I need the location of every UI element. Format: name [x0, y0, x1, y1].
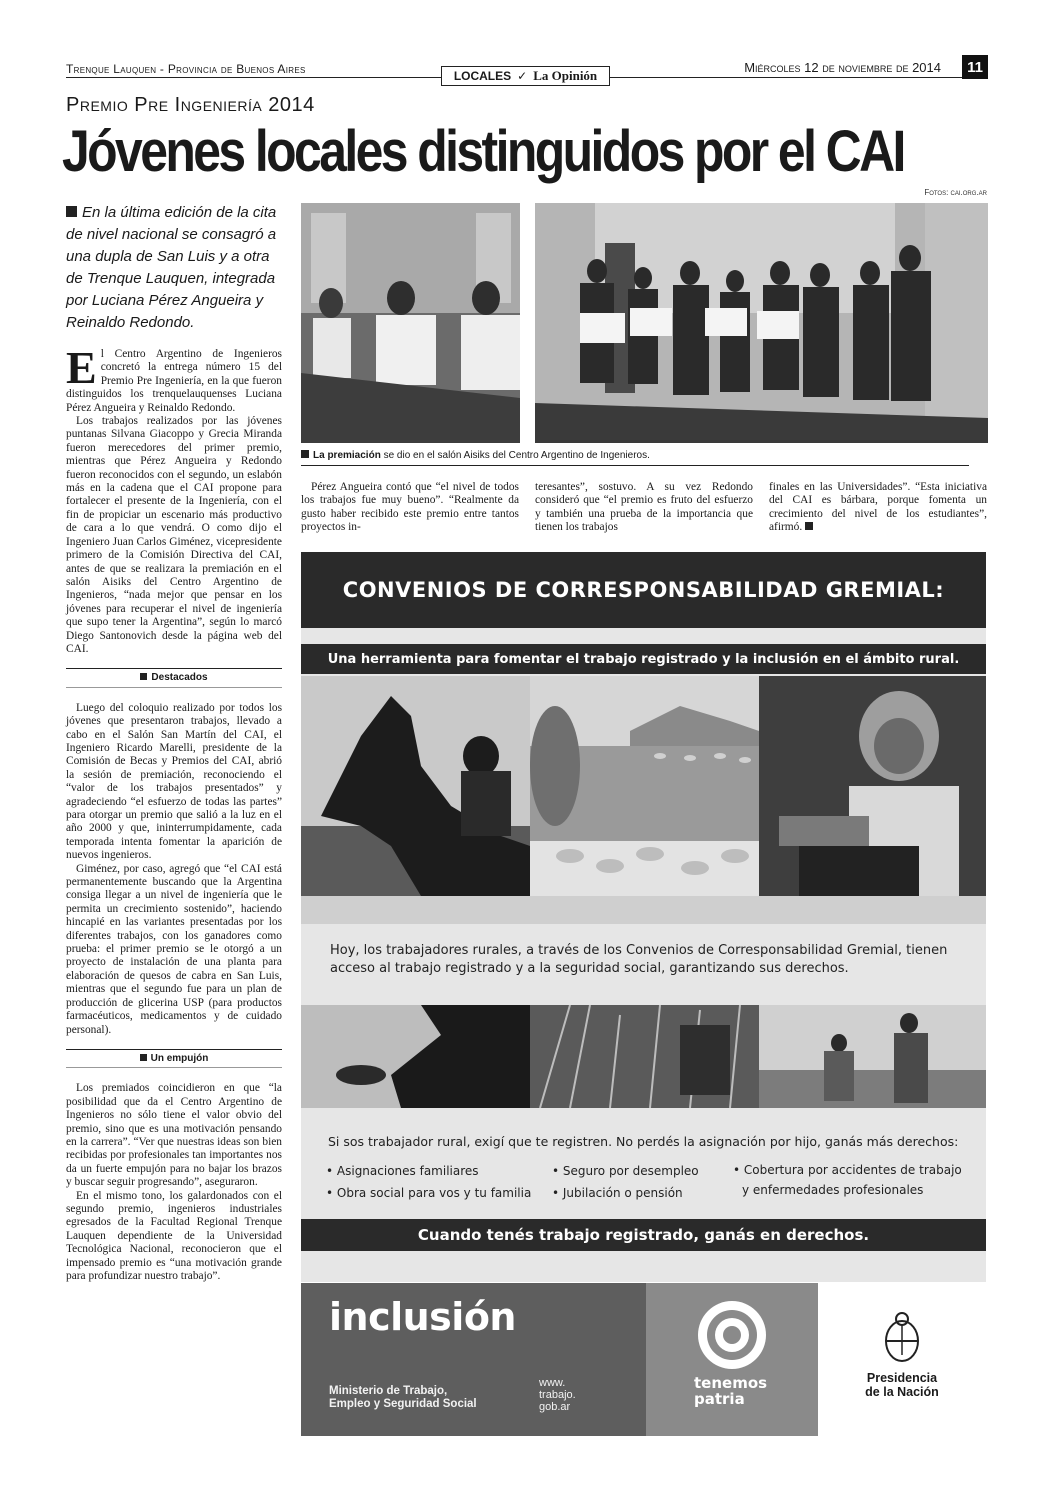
ad-photo-horse	[301, 676, 530, 896]
photo-students-image	[301, 203, 520, 443]
section-name: LOCALES	[453, 69, 512, 83]
bullet-item: • Jubilación o pensión	[552, 1186, 683, 1200]
lead-text: En la última edición de la cita de nivel nacional se consagró a una dupla de San Luis y a otra de Trenque Lauquen, integrada por Luciana Pérez Angueira y Reinaldo Redondo.	[66, 204, 277, 331]
ad-photo-cane	[530, 1005, 759, 1108]
ministry-name	[329, 1385, 477, 1411]
presidencia-block	[818, 1283, 986, 1436]
photo-caption	[301, 450, 969, 461]
photo-award-ceremony	[535, 203, 988, 443]
paper-name: La Opinión	[533, 68, 598, 83]
paragraph-text: l Centro Argentino de Ingenieros concretó la entrega número 15 del Premio Pre Ingeniería, en la que fueron distinguidos los trenquelauquenses Luciana Pérez Angueira y Reinaldo Redondo.	[66, 348, 282, 414]
paragraph: Los trabajos realizados por las jóvenes puntanas Silvana Giacoppo y Grecia Miranda fueron merecedores del primer premio, mientras que Pérez Angueira y Redondo fueron reconocidos con el segundo, un eslabón más en la cadena que el CAI propone para fortalecer el presente de la Ingeniería, con el fin de propiciar un escenario más productivo de cara a lo que vendrá. O como dijo el Ingeniero Juan Carlos Giménez, vicepresidente primero de la Comisión Directiva del CAI, antes de que se realizara la premiación en el salón Aisiks del Centro Argentino de Ingenieros, “nada mejor que pensar en los jóvenes para recuperar el nivel de ingeniería que supo tener la Argentina”, según lo marcó Diego Santonovich desde la página web del CAI.	[66, 415, 282, 655]
caption-bold: La premiación	[313, 450, 381, 461]
coat-of-arms-icon	[882, 1311, 922, 1363]
paragraph: Los premiados coincidieron en que “la posibilidad que da el Centro Argentino de Ingenieros no sólo tiene el valor obvio del premio, sino que es una motivación pensando en la carrera”. “Ver que nuestras ideas son bien recibidas por profesionales tan importantes nos da un fuerte empujón para no bajar los brazos y buscar seguir progresando”, aseguraron.	[66, 1082, 282, 1189]
bullet-item-continuation: y enfermedades profesionales	[742, 1183, 924, 1197]
square-bullet-icon	[140, 673, 147, 680]
end-mark-icon	[805, 522, 813, 530]
body-column-4	[769, 481, 987, 535]
presidencia-text	[818, 1371, 986, 1399]
presidencia-line-2: de la Nación	[865, 1385, 939, 1399]
photo-students	[301, 203, 520, 443]
bullet-item: • Asignaciones familiares	[326, 1164, 479, 1178]
ad-worker-image	[759, 676, 986, 896]
ad-text-2: Si sos trabajador rural, exigí que te registren. No perdés la asignación por hijo, ganás más derechos:	[328, 1134, 959, 1149]
presidencia-line-1: Presidencia	[866, 1371, 938, 1385]
paragraph: Luego del coloquio realizado por todos los jóvenes que presentaron trabajos, llevado a cabo en el Salón San Martín del CAI, el Ingeniero Ricardo Marelli, presidente de la Comisión de Becas y Premios del CAI, abrió la sesión de premiación, reconociendo el “valor de los trabajos presentados” y agradeciendo “el esfuerzo de todas las partes” para otorgar un premio que salió a la luz en el año 2000 y que, ininterrumpidamente, cada temporada intenta fomentar la aparición de nuevos ingenieros.	[66, 701, 282, 862]
body-column-3	[535, 481, 753, 535]
ad-sheep-image	[530, 676, 759, 896]
lead-paragraph	[66, 202, 284, 334]
caption-text: se dio en el salón Aisiks del Centro Argentino de Ingenieros.	[380, 450, 650, 461]
square-bullet-icon	[66, 206, 77, 217]
patria-circle-icon	[696, 1299, 768, 1371]
paragraph-text: finales en las Universidades”. “Esta iniciativa del CAI es bárbara, porque fomenta un crecimiento del nivel de los estudiantes”, afirmó.	[769, 481, 987, 534]
patria-word: patria	[694, 1390, 745, 1408]
subhead	[66, 1049, 282, 1068]
subhead-text: Un empujón	[150, 1052, 209, 1064]
tenemos-word: tenemos	[694, 1374, 768, 1392]
website-line-3: gob.ar	[539, 1401, 571, 1413]
ad-photo-worker	[759, 676, 986, 896]
inclusion-logo-text: inclusión	[329, 1295, 516, 1339]
body-column-2	[301, 481, 519, 535]
ad-bullets-col1	[326, 1160, 546, 1204]
ad-photo-sheep	[530, 676, 759, 896]
header-date: Miércoles 12 de noviembre de 2014	[744, 60, 941, 75]
paragraph	[66, 342, 282, 415]
bullet-item: • Seguro por desempleo	[552, 1164, 699, 1178]
paragraph: En el mismo tono, los galardonados con el segundo premio, ingenieros industriales egresados de la Facultad Regional Trenque Lauquen dependiente de la Universidad Tecnológica Nacional, reconocieron que el impensado premio es “una motivación grande para profundizar nuestro trabajo”.	[66, 1189, 282, 1282]
headline: Jóvenes locales distinguidos por el CAI	[62, 119, 904, 184]
ad-horse-image	[301, 676, 530, 896]
subhead-text: Destacados	[151, 672, 208, 684]
ad-hands-image	[301, 1005, 530, 1108]
ad-grey-strip	[301, 896, 986, 924]
paragraph	[769, 481, 987, 535]
subhead	[66, 668, 282, 687]
ad-title: CONVENIOS DE CORRESPONSABILIDAD GREMIAL:	[301, 552, 986, 628]
kicker: Premio Pre Ingeniería 2014	[66, 94, 315, 116]
ad-field-image	[759, 1005, 986, 1108]
photo-credit: Fotos: cai.org.ar	[924, 188, 987, 197]
ad-bottom-bar: Cuando tenés trabajo registrado, ganás en derechos.	[301, 1219, 986, 1251]
ministry-line-1: Ministerio de Trabajo,	[329, 1385, 448, 1397]
ad-subtitle: Una herramienta para fomentar el trabajo registrado y la inclusión en el ámbito rural.	[301, 644, 986, 674]
tenemos-patria-block	[646, 1283, 818, 1436]
caption-rule	[301, 465, 969, 466]
bullet-item: • Cobertura por accidentes de trabajo	[733, 1163, 962, 1177]
ad-text-1: Hoy, los trabajadores rurales, a través de los Convenios de Corresponsabilidad Gremial, tienen acceso al trabajo registrado y a la seguridad social, garantizando sus derechos.	[330, 943, 948, 976]
check-icon: ✓	[517, 69, 528, 83]
paragraph: Pérez Angueira contó que “el nivel de todos los trabajos fue muy bueno”. “Realmente da gusto haber recibido este premio entre tantos proyectos in-	[301, 481, 519, 534]
website-line-2: trabajo.	[539, 1389, 576, 1401]
body-column-1	[66, 342, 282, 1283]
ministry-line-2: Empleo y Seguridad Social	[329, 1398, 477, 1410]
ad-bullets-col2	[552, 1160, 732, 1204]
paragraph: teresantes”, sostuvo. A su vez Redondo consideró que “el premio es fruto del esfuerzo y también una prueba de la importancia que tienen los trabajos	[535, 481, 753, 534]
tenemos-patria-text	[694, 1375, 767, 1407]
section-label	[441, 66, 610, 86]
website-line-1: www.	[539, 1377, 566, 1389]
page-number: 11	[962, 55, 988, 79]
square-bullet-icon	[140, 1054, 147, 1061]
inclusion-block	[301, 1283, 646, 1436]
ad-photo-hands	[301, 1005, 530, 1108]
photo-award-image	[535, 203, 988, 443]
square-bullet-icon	[301, 450, 309, 458]
bullet-item: • Obra social para vos y tu familia	[326, 1186, 532, 1200]
ad-bullets-col3	[733, 1160, 983, 1200]
ad-cane-image	[530, 1005, 759, 1108]
ad-photo-field-workers	[759, 1005, 986, 1108]
paragraph: Giménez, por caso, agregó que “el CAI está permanentemente buscando que la Argentina consiga llegar a un nivel de ingeniería que le permita un crecimiento sostenido”, haciendo hincapié en las variantes presentadas por los diferentes trabajos, con los ganadores como prueba: el primer premio se le otorgó a un proyecto de instalación de una planta para elaboración de quesos de cabra en San Luis, mientras que el segundo fue para un plan de producción de glicerina USP (para productos farmacéuticos, medicamentos y de cuidado personal).	[66, 862, 282, 1036]
header-location: Trenque Lauquen - Provincia de Buenos Aires	[66, 62, 306, 76]
drop-cap: E	[66, 342, 97, 393]
ministry-website[interactable]	[539, 1377, 576, 1413]
